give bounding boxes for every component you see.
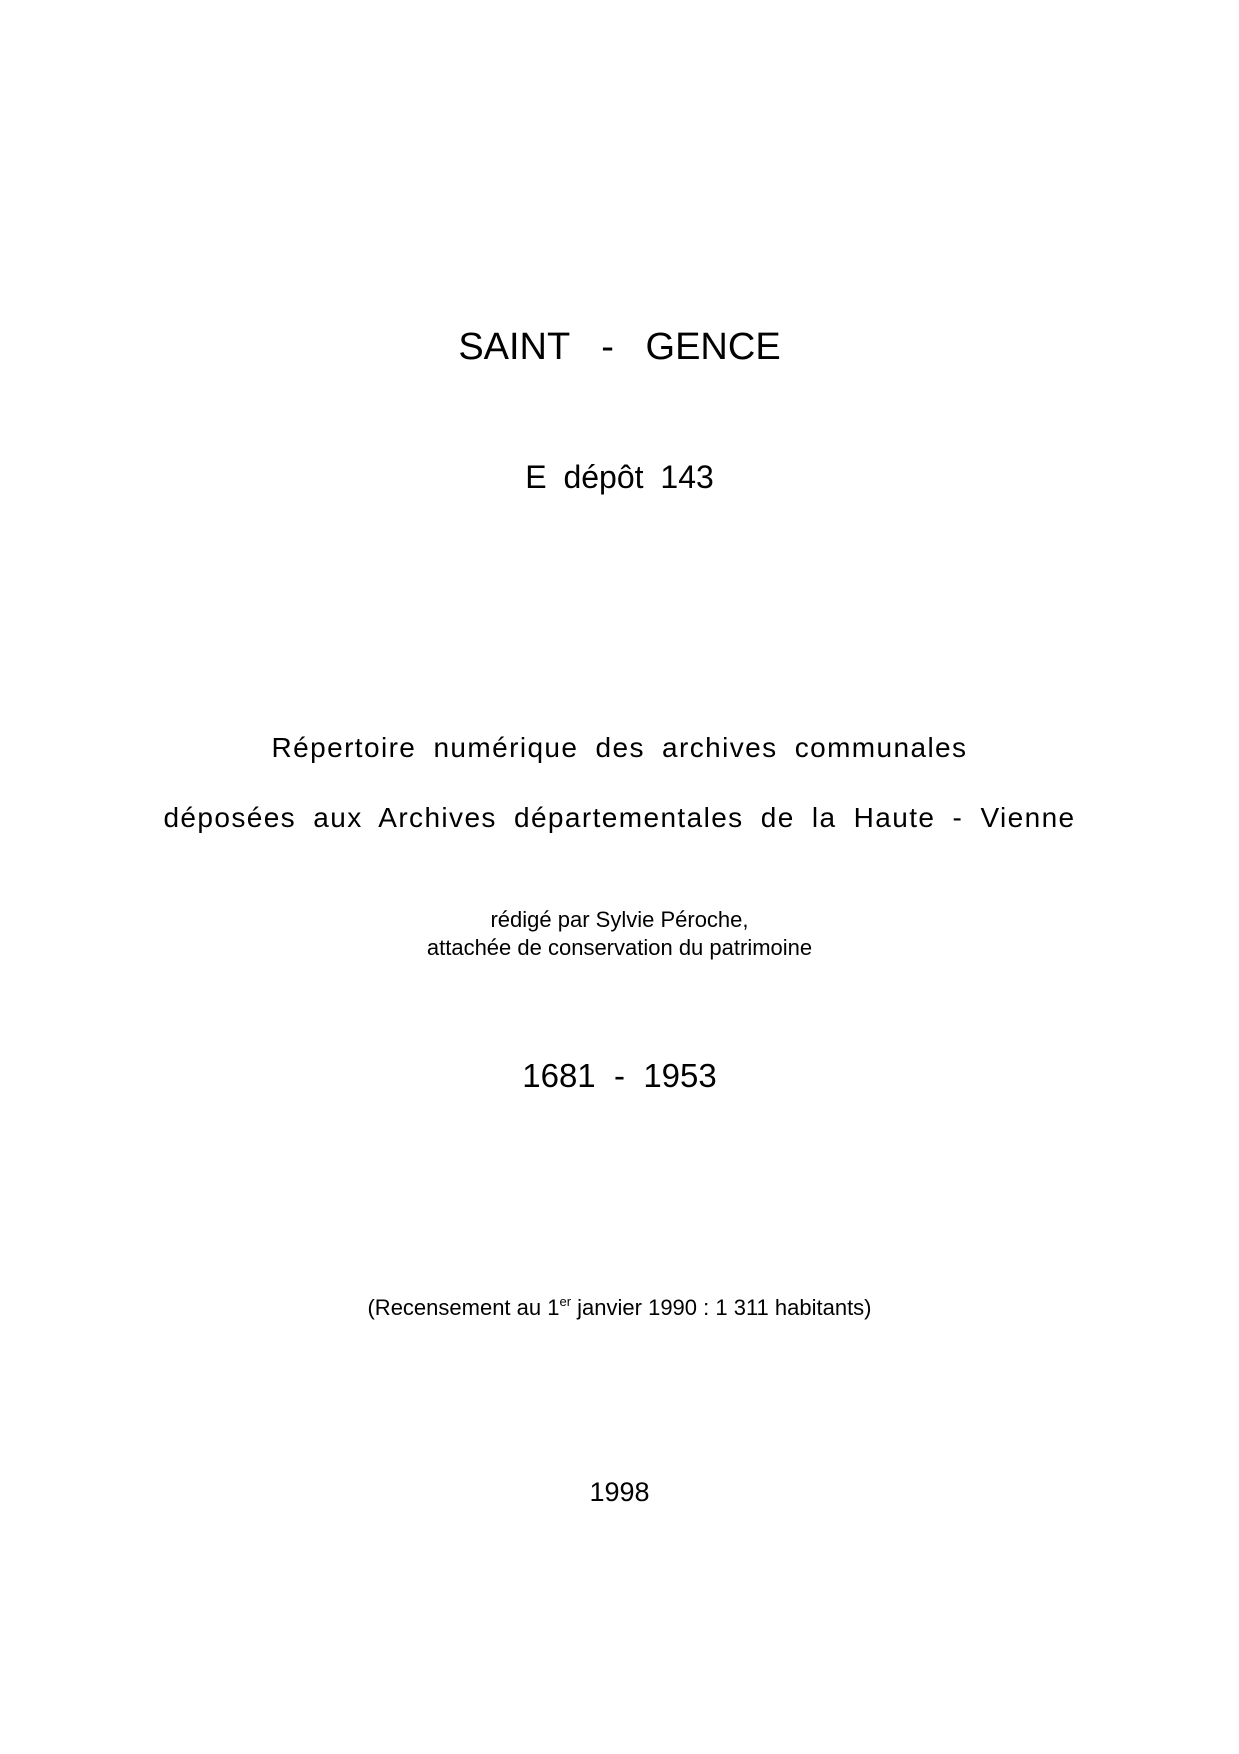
census-prefix: (Recensement au 1 xyxy=(367,1295,560,1320)
description-line-2: déposées aux Archives départementales de la Haute - Vienne xyxy=(163,802,1076,833)
publication-year: 1998 xyxy=(589,1477,650,1507)
author-line: rédigé par Sylvie Péroche, xyxy=(490,907,749,932)
date-range: 1681 - 1953 xyxy=(522,1057,717,1094)
census-note xyxy=(0,1294,1239,1320)
census-superscript: er xyxy=(559,1294,572,1309)
description-line-1: Répertoire numérique des archives communales xyxy=(271,732,968,763)
archive-reference: E dépôt 143 xyxy=(525,459,714,495)
author-role-line: attachée de conservation du patrimoine xyxy=(426,935,813,960)
commune-title: SAINT - GENCE xyxy=(458,326,781,368)
census-suffix: janvier 1990 : 1 311 habitants) xyxy=(571,1295,872,1320)
